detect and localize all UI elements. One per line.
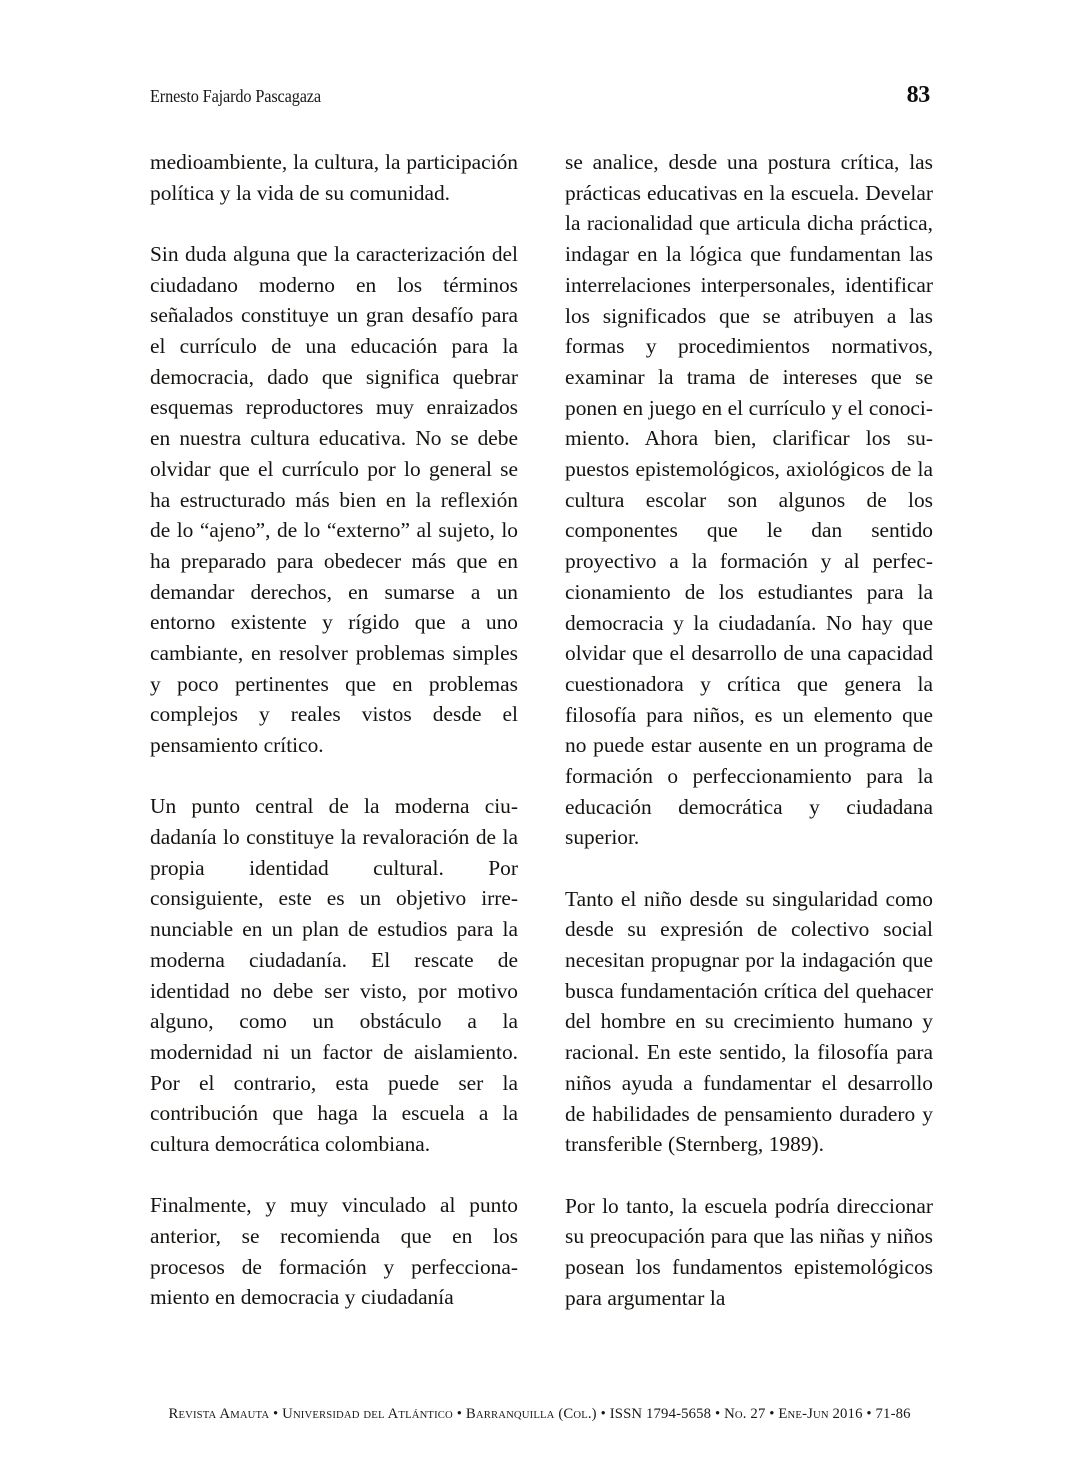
page-number: 83 xyxy=(906,82,930,108)
running-head xyxy=(150,82,930,112)
body-text-area xyxy=(150,147,933,1362)
paragraph: medioambiente, la cultura, la participación política y la vida de su comunidad. xyxy=(150,150,518,205)
footer-citation-line: Revista Amauta • Universidad del Atlántico • Barranquilla (Col.) • ISSN 1794-5658 • No. 27 • Ene-Jun 2016 • 71-86 xyxy=(168,1405,912,1422)
paragraph: Finalmente, y muy vinculado al punto anterior, se recomienda que en los procesos de formación y perfeccionamiento en democracia y ciudadanía xyxy=(150,1193,518,1310)
paragraph: Sin duda alguna que la caracterización del ciudadano moderno en los términos señalados constituye un gran desafío para el currículo de una educación para la democracia, dado que significa quebrar esquemas reproductores muy enraizados en nuestra cultura educativa. No se debe olvidar que el currículo por lo general se ha estructurado más bien en la reflexión de lo “ajeno”, de lo “externo” al sujeto, lo ha preparado para obedecer más que en demandar derechos, en sumarse a un entorno existente y rígido que a uno cambiante, en resolver problemas simples y poco pertinentes que en problemas complejos y reales vistos desde el pensamiento crítico. xyxy=(150,241,518,758)
running-head-author: Ernesto Fajardo Pascagaza xyxy=(150,86,321,106)
paragraph: se analice, desde una postura crítica, las prácticas educativas en la escuela. Develar la racionalidad que articula dicha práctica, indagar en la lógica que fundamentan las interrelaciones interpersonales, identificar los significados que se atribuyen a las formas y procedimientos normativos, examinar la trama de intereses que se ponen en juego en el currículo y el conocimiento. Ahora bien, clarificar los supuestos epistemológicos, axiológicos de la cultura escolar son algunos de los componentes que le dan sentido proyectivo a la formación y al perfeccionamiento de los estudiantes para la democracia y la ciudadanía. No hay que olvidar que el desarrollo de una capacidad cuestionadora y crítica que genera la filosofía para niños, es un elemento que no puede estar ausente en un programa de formación o perfeccionamiento para la educación democrática y ciudadana superior. xyxy=(565,150,933,850)
paragraph: Por lo tanto, la escuela podría direccionar su preocupación para que las niñas y niños posean los fundamentos epistemológicos para argumentar la xyxy=(565,1193,933,1310)
paragraph: Tanto el niño desde su singularidad como desde su expresión de colectivo social necesitan propugnar por la indagación que busca fundamentación crítica del quehacer del hombre en su crecimiento humano y racional. En este sentido, la filosofía para niños ayuda a fundamentar el desarrollo de habilidades de pensamiento duradero y transferible (Sternberg, 1989). xyxy=(565,886,933,1157)
page-footer xyxy=(0,1405,1080,1423)
column-right xyxy=(565,147,933,1362)
paragraph: Un punto central de la moderna ciudadanía lo constituye la revaloración de la propia identidad cultural. Por consiguiente, este es un objetivo irrenunciable en un plan de estudios para la moderna ciudadanía. El rescate de identidad no debe ser visto, por motivo alguno, como un obstáculo a la modernidad ni un factor de aislamiento. Por el contrario, esta puede ser la contribución que haga la escuela a la cultura democrática colombiana. xyxy=(150,794,518,1157)
column-left xyxy=(150,147,518,1362)
